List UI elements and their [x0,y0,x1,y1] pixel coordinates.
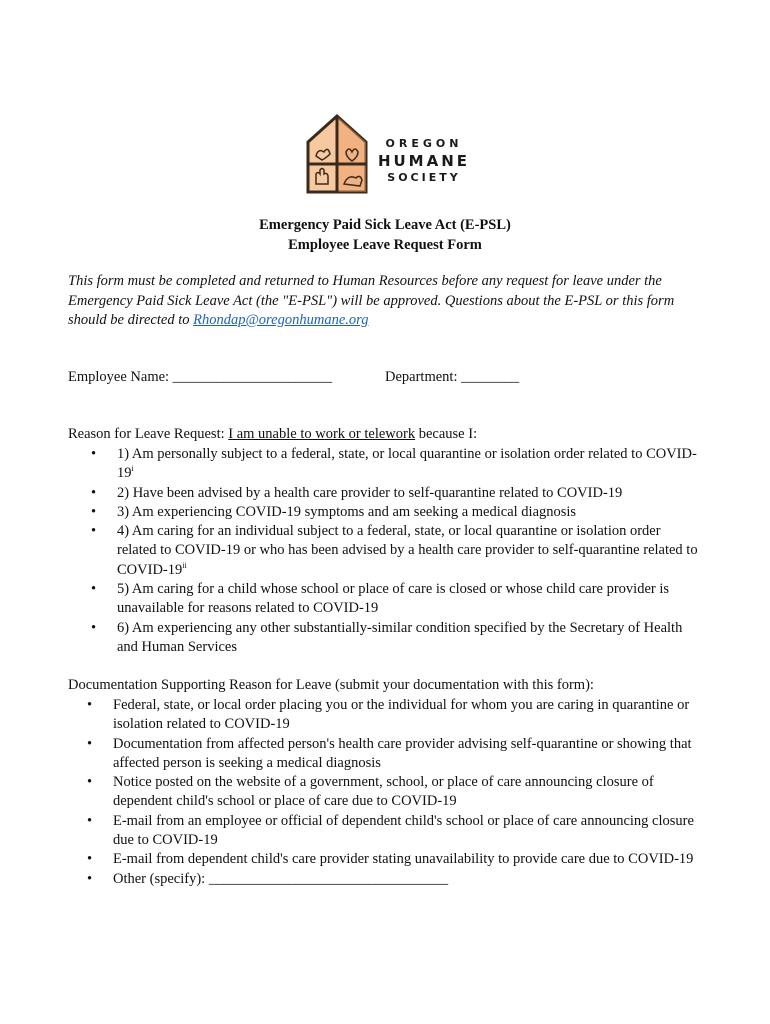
documentation-item-text: E-mail from an employee or official of dependent child's school or place of care announcing closure due to COVID-19 [113,812,694,849]
bullet-icon: • [87,735,93,752]
reason-item[interactable] [91,484,701,503]
footnote-marker: i [131,464,134,474]
reason-item-text: 2) Have been advised by a health care provider to self-quarantine related to COVID-19 [117,484,623,501]
documentation-item-text: Documentation from affected person's health care provider advising self-quarantine or showing that affected person is seeking a medical diagnosis [113,735,692,771]
bullet-icon: • [87,697,93,713]
documentation-item-text: E-mail from dependent child's care provider stating unavailability to provide care due to COVID-19 [113,851,694,868]
logo-line-oregon: OREGON [385,137,463,150]
reason-item[interactable] [91,619,701,658]
reason-item-text: 3) Am experiencing COVID-19 symptoms and am seeking a medical diagnosis [117,503,577,520]
house-logo-icon [306,112,368,194]
documentation-item-text: Other (specify): _________________________________ [113,870,449,887]
reason-list [91,445,701,657]
documentation-item-text: Federal, state, or local order placing you or the individual for whom you are caring in quarantine or isolation related to COVID-19 [113,697,690,733]
reason-item-text: 1) Am personally subject to a federal, state, or local quarantine or isolation order related to COVID-19 [117,446,697,482]
documentation-item[interactable] [87,870,701,889]
documentation-item[interactable] [87,812,701,851]
documentation-item[interactable] [87,773,701,812]
documentation-item[interactable] [87,696,701,735]
form-title: Emergency Paid Sick Leave Act (E-PSL) [259,217,511,233]
intro-paragraph [68,272,708,331]
logo-line-humane: HUMANE [377,152,471,170]
intro-text: This form must be completed and returned to Human Resources before any request for leave under the Emergency Paid Sick Leave Act (the "E-PSL") will be approved. Questions about the E-PSL or this form should be directed to [68,273,675,328]
bullet-icon: • [91,503,97,520]
reason-item-text: 4) Am caring for an individual subject to a federal, state, or local quarantine or isolation order related to COVID-19 or who has been advised by a health care provider to self-quarantine related to COVID-19 [117,523,698,578]
reason-item[interactable] [91,522,701,580]
reason-item-text: 5) Am caring for a child whose school or place of care is closed or whose child care provider is unavailable for reasons related to COVID-19 [117,581,670,617]
reason-underlined: I am unable to work or telework [228,426,416,442]
bullet-icon: • [91,446,97,462]
logo-wordmark [372,136,476,186]
reason-item[interactable] [91,503,701,522]
documentation-list [87,696,701,889]
form-subtitle: Employee Leave Request Form [288,237,482,253]
reason-item-text: 6) Am experiencing any other substantially-similar condition specified by the Secretary of Health and Human Services [117,619,683,655]
logo-line-society: SOCIETY [387,171,461,184]
oregon-humane-society-logo [306,112,476,194]
employee-name-field[interactable]: Employee Name: ______________________ [68,369,333,385]
bullet-icon: • [87,812,93,829]
bullet-icon: • [91,619,97,636]
documentation-item[interactable] [87,850,701,869]
documentation-heading: Documentation Supporting Reason for Leave (submit your documentation with this form): [68,677,594,693]
reason-item[interactable] [91,445,701,484]
bullet-icon: • [91,581,97,598]
hr-email-link[interactable]: Rhondap@oregonhumane.org [193,312,369,328]
reason-heading [68,426,477,443]
reason-label: Reason for Leave Request: [68,426,229,442]
documentation-item-text: Notice posted on the website of a government, school, or place of care announcing closure of dependent child's school or place of care due to COVID-19 [113,774,654,810]
bullet-icon: • [87,774,93,791]
bullet-icon: • [91,484,97,501]
reason-suffix: because I: [415,426,478,442]
reason-item[interactable] [91,580,701,619]
department-field[interactable]: Department: ________ [385,369,520,385]
footnote-marker: ii [182,560,187,570]
bullet-icon: • [87,870,93,887]
documentation-item[interactable] [87,735,701,774]
bullet-icon: • [91,523,97,540]
bullet-icon: • [87,851,93,868]
